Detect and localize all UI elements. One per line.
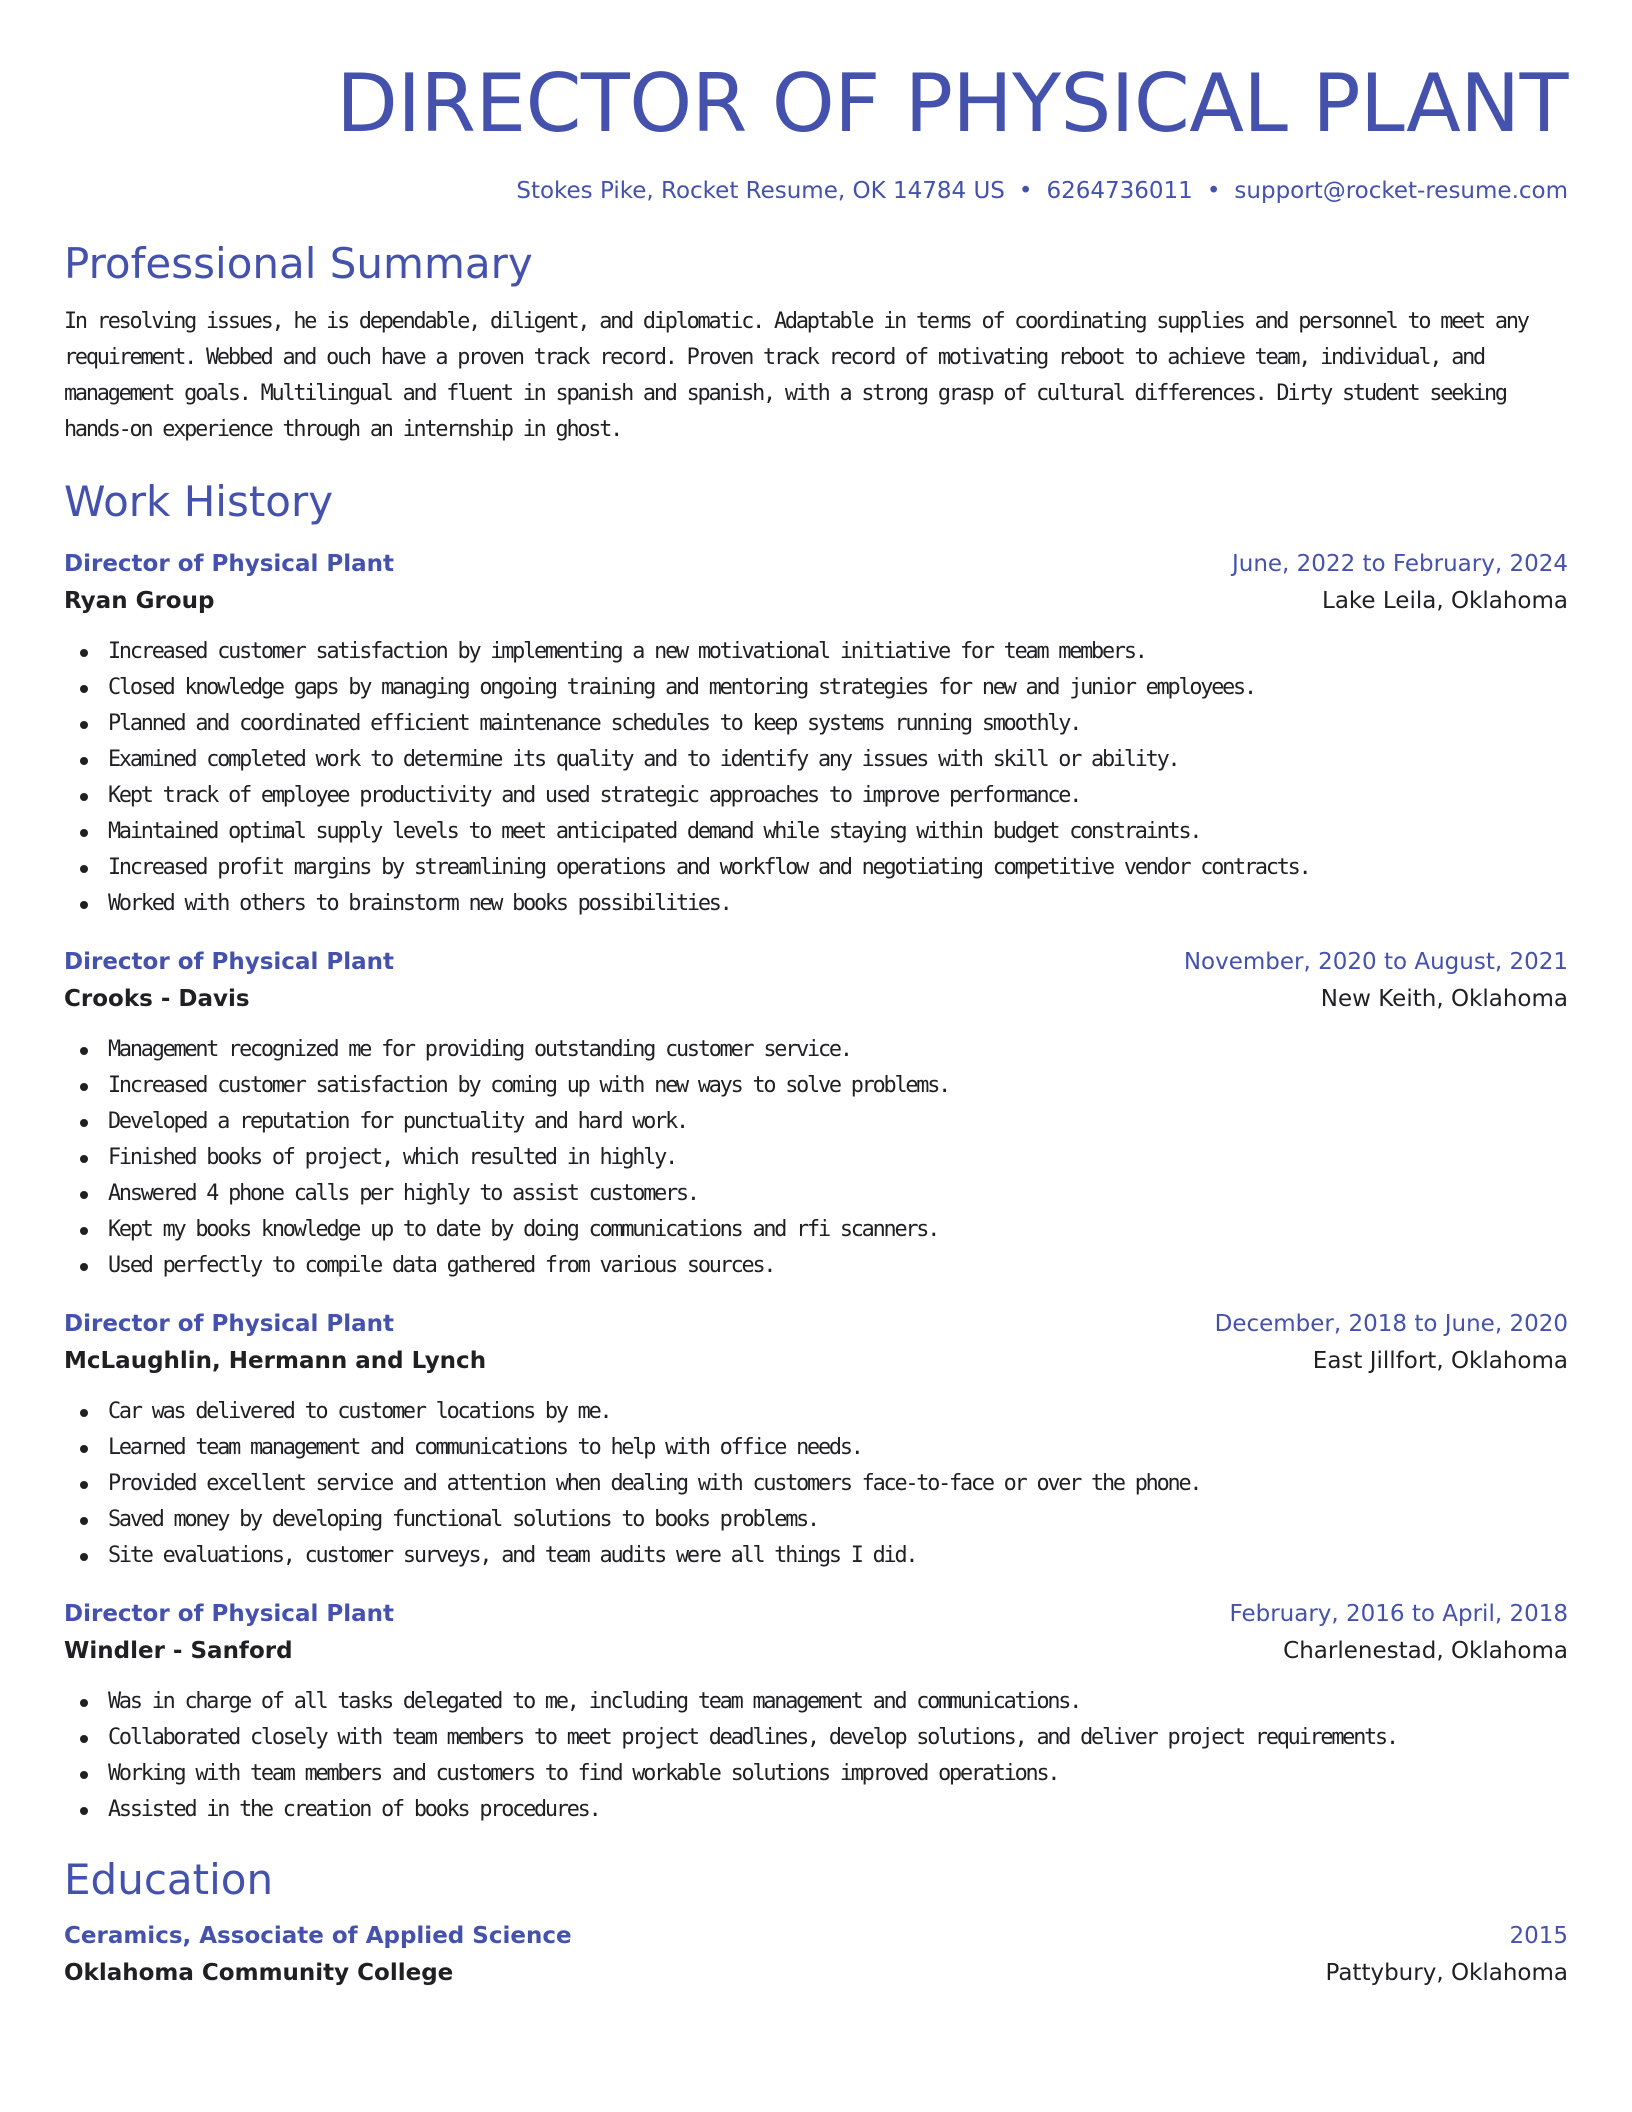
address-text: Stokes Pike, Rocket Resume, OK 14784 US	[516, 178, 1005, 204]
separator-dot: •	[1206, 178, 1221, 204]
bullet-item: Maintained optimal supply levels to meet anticipated demand while staying within budget constraints.	[64, 814, 1568, 850]
job-bullets	[64, 1684, 1568, 1828]
bullet-item: Assisted in the creation of books procedures.	[64, 1792, 1568, 1828]
bullet-item: Collaborated closely with team members to meet project deadlines, develop solutions, and deliver project requirements.	[64, 1720, 1568, 1756]
summary-heading: Professional Summary	[64, 239, 533, 288]
education-school: Oklahoma Community College	[64, 1960, 454, 1986]
job-dates: December, 2018 to June, 2020	[1214, 1311, 1568, 1337]
bullet-item: Learned team management and communications to help with office needs.	[64, 1430, 1568, 1466]
email-link[interactable]: support@rocket-resume.com	[1234, 178, 1568, 204]
education-degree: Ceramics, Associate of Applied Science	[64, 1923, 572, 1949]
bullet-item: Planned and coordinated efficient maintenance schedules to keep systems running smoothly.	[64, 706, 1568, 742]
job-company: Ryan Group	[64, 588, 215, 614]
job-header-row	[64, 546, 1568, 582]
job-company: Crooks - Davis	[64, 986, 250, 1012]
education-entry	[64, 1918, 1568, 1992]
education-header-row	[64, 1918, 1568, 1954]
education-year: 2015	[1509, 1923, 1568, 1949]
job-company: McLaughlin, Hermann and Lynch	[64, 1348, 487, 1374]
bullet-item: Worked with others to brainstorm new books possibilities.	[64, 886, 1568, 922]
job-bullets	[64, 1394, 1568, 1574]
job-dates: November, 2020 to August, 2021	[1183, 949, 1568, 975]
bullet-item: Closed knowledge gaps by managing ongoing training and mentoring strategies for new and junior employees.	[64, 670, 1568, 706]
job-header-row	[64, 1596, 1568, 1632]
job-location: East Jillfort, Oklahoma	[1312, 1348, 1568, 1374]
job-role: Director of Physical Plant	[64, 551, 394, 577]
contact-line	[64, 176, 1568, 206]
job-role: Director of Physical Plant	[64, 1311, 394, 1337]
job-bullets	[64, 634, 1568, 922]
education-heading: Education	[64, 1855, 274, 1904]
bullet-item: Used perfectly to compile data gathered from various sources.	[64, 1248, 1568, 1284]
job-company-row	[64, 582, 1568, 620]
bullet-item: Management recognized me for providing outstanding customer service.	[64, 1032, 1568, 1068]
bullet-item: Increased profit margins by streamlining operations and workflow and negotiating competitive vendor contracts.	[64, 850, 1568, 886]
education-location: Pattybury, Oklahoma	[1325, 1960, 1568, 1986]
job-company-row	[64, 1342, 1568, 1380]
bullet-item: Was in charge of all tasks delegated to me, including team management and communications.	[64, 1684, 1568, 1720]
bullet-item: Working with team members and customers to find workable solutions improved operations.	[64, 1756, 1568, 1792]
bullet-item: Car was delivered to customer locations by me.	[64, 1394, 1568, 1430]
work-history-heading: Work History	[64, 477, 334, 526]
summary-text: In resolving issues, he is dependable, diligent, and diplomatic. Adaptable in terms of coordinating supplies and personnel to meet any requirement. Webbed and ouch have a proven track record. Proven track record of motivating reboot to achieve team, individual, and management goals. Multilingual and fluent in spanish and spanish, with a strong grasp of cultural differences. Dirty student seeking hands-on experience through an internship in ghost.	[64, 309, 1528, 442]
bullet-item: Site evaluations, customer surveys, and team audits were all things I did.	[64, 1538, 1568, 1574]
job-location: New Keith, Oklahoma	[1320, 986, 1568, 1012]
job-entry	[64, 1596, 1568, 1828]
job-bullets	[64, 1032, 1568, 1284]
bullet-item: Kept my books knowledge up to date by doing communications and rfi scanners.	[64, 1212, 1568, 1248]
resume-page	[64, 0, 1568, 1992]
bullet-item: Increased customer satisfaction by coming up with new ways to solve problems.	[64, 1068, 1568, 1104]
education-school-row	[64, 1954, 1568, 1992]
bullet-item: Examined completed work to determine its quality and to identify any issues with skill or ability.	[64, 742, 1568, 778]
job-company-row	[64, 980, 1568, 1018]
job-location: Lake Leila, Oklahoma	[1322, 588, 1568, 614]
bullet-item: Kept track of employee productivity and used strategic approaches to improve performance.	[64, 778, 1568, 814]
job-entry	[64, 1306, 1568, 1574]
job-location: Charlenestad, Oklahoma	[1283, 1638, 1568, 1664]
job-header-row	[64, 944, 1568, 980]
bullet-item: Saved money by developing functional solutions to books problems.	[64, 1502, 1568, 1538]
job-dates: February, 2016 to April, 2018	[1229, 1601, 1568, 1627]
bullet-item: Finished books of project, which resulted in highly.	[64, 1140, 1568, 1176]
job-entry	[64, 944, 1568, 1284]
bullet-item: Developed a reputation for punctuality and hard work.	[64, 1104, 1568, 1140]
bullet-item: Provided excellent service and attention when dealing with customers face-to-face or over the phone.	[64, 1466, 1568, 1502]
separator-dot: •	[1018, 178, 1033, 204]
job-entry	[64, 546, 1568, 922]
resume-title: DIRECTOR OF PHYSICAL PLANT	[336, 57, 1568, 150]
job-dates: June, 2022 to February, 2024	[1231, 551, 1568, 577]
phone-text: 6264736011	[1046, 178, 1193, 204]
job-header-row	[64, 1306, 1568, 1342]
job-role: Director of Physical Plant	[64, 1601, 394, 1627]
job-role: Director of Physical Plant	[64, 949, 394, 975]
job-company-row	[64, 1632, 1568, 1670]
bullet-item: Increased customer satisfaction by implementing a new motivational initiative for team members.	[64, 634, 1568, 670]
bullet-item: Answered 4 phone calls per highly to assist customers.	[64, 1176, 1568, 1212]
job-company: Windler - Sanford	[64, 1638, 293, 1664]
